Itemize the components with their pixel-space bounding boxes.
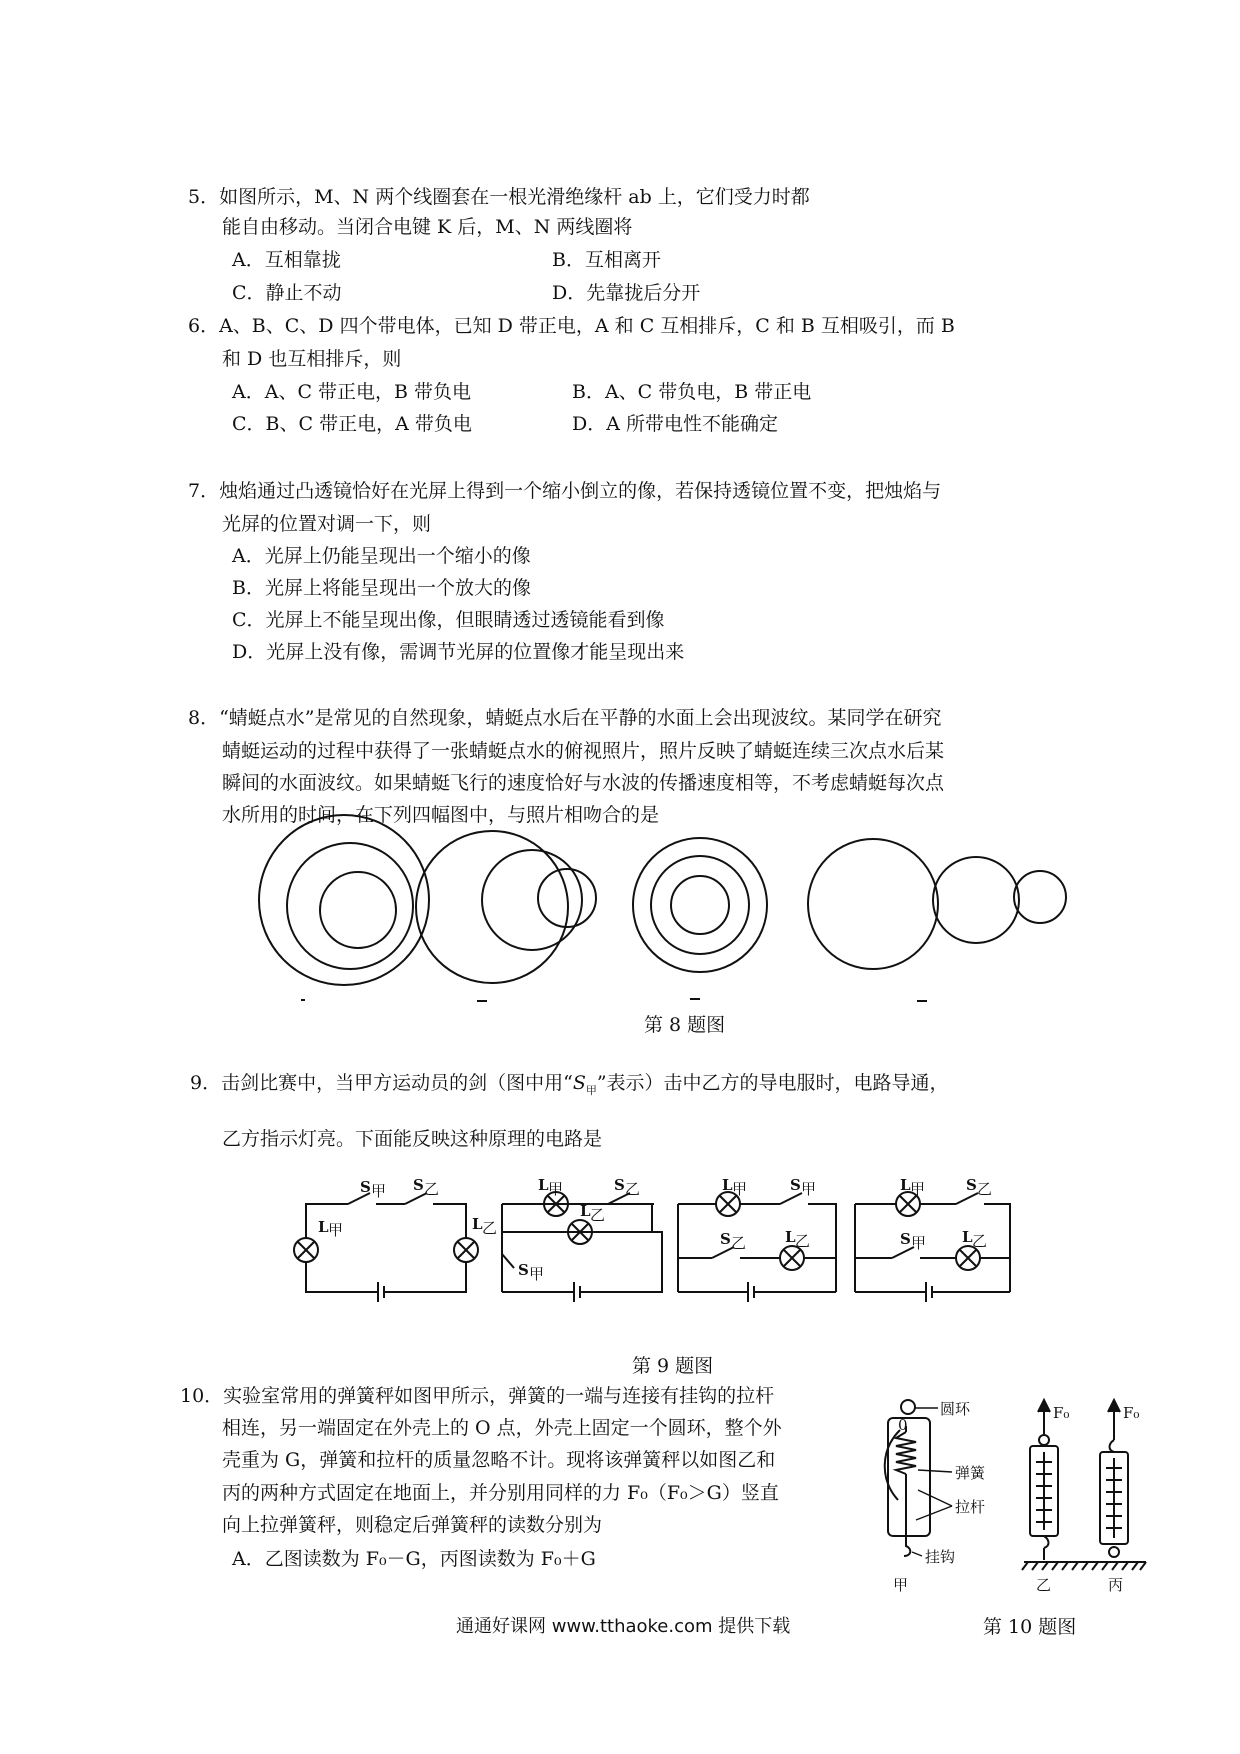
q6-stem-line2: 和 D 也互相排斥，则: [222, 348, 402, 370]
q5-option-b: B．互相离开: [552, 249, 661, 271]
q6-option-a: A．A、C 带正电，B 带负电: [232, 381, 472, 403]
label-spring: 弹簧: [955, 1464, 986, 1482]
q7-option-a: A．光屏上仍能呈现出一个缩小的像: [232, 545, 531, 567]
q9-symbol-sub: 甲: [585, 1083, 597, 1097]
label-c-s-jia: S: [790, 1176, 801, 1194]
label-f0-bing: F₀: [1123, 1404, 1140, 1422]
spring-scale-jia-leaders: [912, 1408, 952, 1556]
label-yi: 乙: [1036, 1576, 1052, 1594]
label-d-s-jia: S: [900, 1230, 911, 1248]
label-d-l-jia-sub: 甲: [910, 1180, 926, 1198]
q5-option-a: A．互相靠拢: [232, 249, 341, 271]
q9-symbol-s: S: [572, 1072, 586, 1094]
label-c-l-jia-sub: 甲: [732, 1180, 748, 1198]
label-hook: 挂钩: [925, 1548, 956, 1566]
q10-stem-line2: 相连，另一端固定在外壳上的 O 点，外壳上固定一个圆环，整个外: [222, 1417, 782, 1439]
label-l-jia: L: [318, 1218, 329, 1236]
spring-scale-bing: [1100, 1400, 1128, 1557]
q8-stem-line3: 瞬间的水面波纹。如果蜻蜓飞行的速度恰好与水波的传播速度相等，不考虑蜻蜓每次点: [222, 772, 945, 794]
label-c-l-jia: L: [722, 1176, 733, 1194]
label-c-s-yi: S: [720, 1230, 731, 1248]
label-b-l-jia: L: [538, 1176, 549, 1194]
q7-option-d: D．光屏上没有像，需调节光屏的位置像才能呈现出来: [232, 641, 685, 663]
label-ring: 圆环: [940, 1400, 971, 1418]
q7-option-b: B．光屏上将能呈现出一个放大的像: [232, 577, 531, 599]
q8-stem-line2: 蜻蜓运动的过程中获得了一张蜻蜓点水的俯视照片，照片反映了蜻蜓连续三次点水后某: [222, 740, 945, 762]
label-b-s-jia: S: [518, 1261, 529, 1279]
label-s-yi: S: [413, 1176, 424, 1194]
q9-stem-part2: ”表示）击中乙方的导电服时，电路导通，: [596, 1072, 949, 1094]
q5-stem-line1: 5．如图所示，M、N 两个线圈套在一根光滑绝缘杆 ab 上，它们受力时都: [188, 186, 810, 208]
label-d-l-jia: L: [900, 1176, 911, 1194]
footer-source: 通通好课网 www.tthaoke.com 提供下载: [456, 1616, 791, 1637]
q8-figure-caption: 第 8 题图: [644, 1014, 726, 1036]
label-s-jia: S: [360, 1178, 371, 1196]
q6-option-d: D．A 所带电性不能确定: [572, 413, 778, 435]
label-b-l-yi: L: [580, 1202, 591, 1220]
spring-scale-yi: [1030, 1400, 1058, 1560]
label-d-l-yi: L: [962, 1228, 973, 1246]
q10-stem-line1: 10．实验室常用的弹簧秤如图甲所示，弹簧的一端与连接有挂钩的拉杆: [180, 1385, 775, 1407]
q7-option-c: C．光屏上不能呈现出像，但眼睛透过透镜能看到像: [232, 609, 665, 631]
label-c-s-yi-sub: 乙: [731, 1234, 747, 1252]
q10-option-a: A．乙图读数为 F₀－G，丙图读数为 F₀＋G: [232, 1548, 596, 1570]
label-s-yi-sub: 乙: [424, 1180, 440, 1198]
label-b-l-jia-sub: 甲: [548, 1180, 564, 1198]
label-c-s-jia-sub: 甲: [801, 1180, 817, 1198]
label-l-jia-sub: 甲: [328, 1221, 344, 1239]
label-d-s-yi-sub: 乙: [977, 1180, 993, 1198]
q5-option-c: C．静止不动: [232, 282, 342, 304]
label-jia: 甲: [893, 1576, 909, 1594]
label-bing: 丙: [1108, 1576, 1124, 1594]
q6-stem-line1: 6．A、B、C、D 四个带电体，已知 D 带正电，A 和 C 互相排斥，C 和 B 互相吸引，而 B: [188, 315, 955, 337]
q10-stem-line3: 壳重为 G，弹簧和拉杆的质量忽略不计。现将该弹簧秤以如图乙和: [222, 1449, 776, 1471]
q9-figure-caption: 第 9 题图: [632, 1355, 714, 1377]
label-b-s-jia-sub: 甲: [529, 1265, 545, 1283]
q5-stem-line2: 能自由移动。当闭合电键 K 后，M、N 两线圈将: [222, 216, 633, 238]
q5-option-d: D．先靠拢后分开: [552, 282, 701, 304]
label-rod: 拉杆: [955, 1498, 986, 1516]
q8-stem-line1: 8．“蜻蜓点水”是常见的自然现象，蜻蜓点水后在平静的水面上会出现波纹。某同学在研究: [188, 707, 942, 729]
q6-option-b: B．A、C 带负电，B 带正电: [572, 381, 812, 403]
q9-stem-line2: 乙方指示灯亮。下面能反映这种原理的电路是: [222, 1128, 603, 1150]
q6-option-c: C．B、C 带正电，A 带负电: [232, 413, 472, 435]
ground: [1022, 1562, 1146, 1570]
label-d-l-yi-sub: 乙: [972, 1232, 988, 1250]
q10-stem-line5: 向上拉弹簧秤，则稳定后弹簧秤的读数分别为: [222, 1514, 603, 1536]
label-c-l-yi: L: [785, 1228, 796, 1246]
q7-stem-line2: 光屏的位置对调一下，则: [222, 513, 432, 535]
q7-stem-line1: 7．烛焰通过凸透镜恰好在光屏上得到一个缩小倒立的像，若保持透镜位置不变，把烛焰与: [188, 480, 942, 502]
q10-stem-line4: 丙的两种方式固定在地面上，并分别用同样的力 F₀（F₀＞G）竖直: [222, 1482, 779, 1504]
q10-figure-caption: 第 10 题图: [983, 1616, 1077, 1638]
label-b-s-yi: S: [614, 1176, 625, 1194]
label-o-point: 0: [898, 1416, 908, 1434]
label-b-s-yi-sub: 乙: [625, 1180, 641, 1198]
label-d-s-jia-sub: 甲: [911, 1234, 927, 1252]
label-l-yi: L: [472, 1215, 483, 1233]
label-b-l-yi-sub: 乙: [590, 1206, 606, 1224]
q9-stem-part1: 9．击剑比赛中，当甲方运动员的剑（图中用“: [190, 1072, 573, 1094]
label-d-s-yi: S: [966, 1176, 977, 1194]
label-c-l-yi-sub: 乙: [795, 1232, 811, 1250]
q8-stem-line4: 水所用的时间，在下列四幅图中，与照片相吻合的是: [222, 804, 660, 826]
label-s-jia-sub: 甲: [371, 1182, 387, 1200]
label-l-yi-sub: 乙: [482, 1219, 498, 1237]
label-f0-yi: F₀: [1053, 1404, 1070, 1422]
